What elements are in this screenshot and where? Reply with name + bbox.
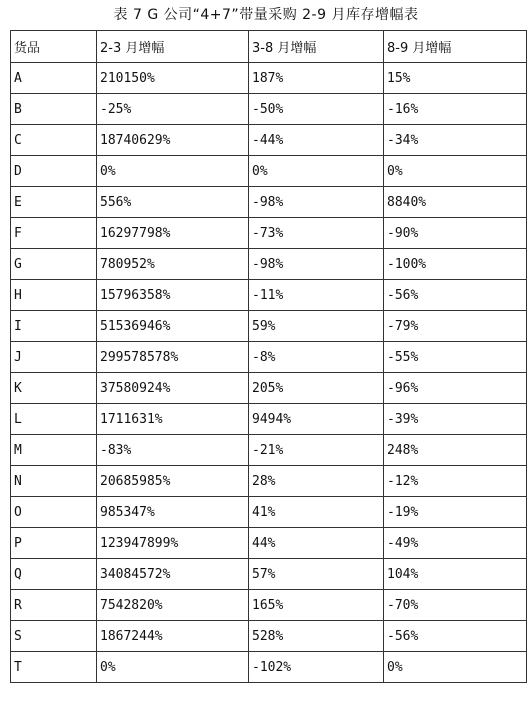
feb-mar-growth-cell: 18740629%: [97, 125, 249, 156]
table-row: [11, 280, 527, 311]
table-row: [11, 342, 527, 373]
feb-mar-growth-cell: 16297798%: [97, 218, 249, 249]
aug-sep-growth-cell: -55%: [384, 342, 527, 373]
aug-sep-growth-cell: 15%: [384, 63, 527, 94]
mar-aug-growth-cell: -98%: [249, 187, 384, 218]
table-row: [11, 63, 527, 94]
mar-aug-growth-cell: -44%: [249, 125, 384, 156]
table-row: [11, 125, 527, 156]
feb-mar-growth-cell: -83%: [97, 435, 249, 466]
table-row: [11, 590, 527, 621]
feb-mar-growth-cell: 780952%: [97, 249, 249, 280]
feb-mar-growth-cell: 1711631%: [97, 404, 249, 435]
feb-mar-growth-cell: 556%: [97, 187, 249, 218]
mar-aug-growth-cell: -102%: [249, 652, 384, 683]
aug-sep-growth-cell: -90%: [384, 218, 527, 249]
feb-mar-growth-cell: 37580924%: [97, 373, 249, 404]
aug-sep-growth-cell: 0%: [384, 156, 527, 187]
feb-mar-growth-cell: 123947899%: [97, 528, 249, 559]
table-row: [11, 373, 527, 404]
inventory-growth-table: [10, 30, 527, 683]
mar-aug-growth-cell: 165%: [249, 590, 384, 621]
mar-aug-growth-cell: 0%: [249, 156, 384, 187]
table-row: [11, 311, 527, 342]
product-cell: I: [11, 311, 97, 342]
feb-mar-growth-cell: 51536946%: [97, 311, 249, 342]
feb-mar-growth-cell: 0%: [97, 156, 249, 187]
product-cell: O: [11, 497, 97, 528]
aug-sep-growth-cell: 0%: [384, 652, 527, 683]
mar-aug-growth-cell: 44%: [249, 528, 384, 559]
table-row: [11, 559, 527, 590]
product-cell: T: [11, 652, 97, 683]
header-mar-aug-growth: 3-8 月增幅: [249, 31, 384, 63]
mar-aug-growth-cell: -21%: [249, 435, 384, 466]
feb-mar-growth-cell: 1867244%: [97, 621, 249, 652]
table-row: [11, 404, 527, 435]
aug-sep-growth-cell: -100%: [384, 249, 527, 280]
mar-aug-growth-cell: -8%: [249, 342, 384, 373]
mar-aug-growth-cell: 59%: [249, 311, 384, 342]
mar-aug-growth-cell: -11%: [249, 280, 384, 311]
product-cell: E: [11, 187, 97, 218]
mar-aug-growth-cell: 205%: [249, 373, 384, 404]
product-cell: M: [11, 435, 97, 466]
aug-sep-growth-cell: -12%: [384, 466, 527, 497]
product-cell: C: [11, 125, 97, 156]
header-product: 货品: [11, 31, 97, 63]
mar-aug-growth-cell: 187%: [249, 63, 384, 94]
table-row: [11, 249, 527, 280]
product-cell: N: [11, 466, 97, 497]
product-cell: P: [11, 528, 97, 559]
aug-sep-growth-cell: -34%: [384, 125, 527, 156]
mar-aug-growth-cell: 28%: [249, 466, 384, 497]
product-cell: S: [11, 621, 97, 652]
mar-aug-growth-cell: -73%: [249, 218, 384, 249]
table-row: [11, 652, 527, 683]
table-row: [11, 435, 527, 466]
product-cell: A: [11, 63, 97, 94]
product-cell: L: [11, 404, 97, 435]
product-cell: R: [11, 590, 97, 621]
feb-mar-growth-cell: -25%: [97, 94, 249, 125]
aug-sep-growth-cell: 248%: [384, 435, 527, 466]
table-row: [11, 94, 527, 125]
product-cell: H: [11, 280, 97, 311]
product-cell: K: [11, 373, 97, 404]
table-row: [11, 466, 527, 497]
table-body: [11, 63, 527, 683]
mar-aug-growth-cell: -98%: [249, 249, 384, 280]
aug-sep-growth-cell: 104%: [384, 559, 527, 590]
header-feb-mar-growth: 2-3 月增幅: [97, 31, 249, 63]
mar-aug-growth-cell: 41%: [249, 497, 384, 528]
product-cell: J: [11, 342, 97, 373]
product-cell: D: [11, 156, 97, 187]
mar-aug-growth-cell: 528%: [249, 621, 384, 652]
aug-sep-growth-cell: -39%: [384, 404, 527, 435]
table-row: [11, 156, 527, 187]
table-row: [11, 621, 527, 652]
table-row: [11, 218, 527, 249]
product-cell: B: [11, 94, 97, 125]
product-cell: G: [11, 249, 97, 280]
feb-mar-growth-cell: 7542820%: [97, 590, 249, 621]
table-row: [11, 497, 527, 528]
mar-aug-growth-cell: 9494%: [249, 404, 384, 435]
aug-sep-growth-cell: -56%: [384, 621, 527, 652]
aug-sep-growth-cell: -49%: [384, 528, 527, 559]
product-cell: Q: [11, 559, 97, 590]
table-title: 表 7 G 公司“4+7”带量采购 2-9 月库存增幅表: [113, 7, 419, 23]
feb-mar-growth-cell: 0%: [97, 652, 249, 683]
feb-mar-growth-cell: 15796358%: [97, 280, 249, 311]
feb-mar-growth-cell: 34084572%: [97, 559, 249, 590]
table-row: [11, 528, 527, 559]
feb-mar-growth-cell: 985347%: [97, 497, 249, 528]
feb-mar-growth-cell: 210150%: [97, 63, 249, 94]
table-row: [11, 187, 527, 218]
aug-sep-growth-cell: 8840%: [384, 187, 527, 218]
aug-sep-growth-cell: -70%: [384, 590, 527, 621]
table-header-row: [11, 31, 527, 63]
feb-mar-growth-cell: 299578578%: [97, 342, 249, 373]
aug-sep-growth-cell: -19%: [384, 497, 527, 528]
product-cell: F: [11, 218, 97, 249]
aug-sep-growth-cell: -96%: [384, 373, 527, 404]
header-aug-sep-growth: 8-9 月增幅: [384, 31, 527, 63]
aug-sep-growth-cell: -16%: [384, 94, 527, 125]
mar-aug-growth-cell: 57%: [249, 559, 384, 590]
aug-sep-growth-cell: -56%: [384, 280, 527, 311]
aug-sep-growth-cell: -79%: [384, 311, 527, 342]
feb-mar-growth-cell: 20685985%: [97, 466, 249, 497]
mar-aug-growth-cell: -50%: [249, 94, 384, 125]
